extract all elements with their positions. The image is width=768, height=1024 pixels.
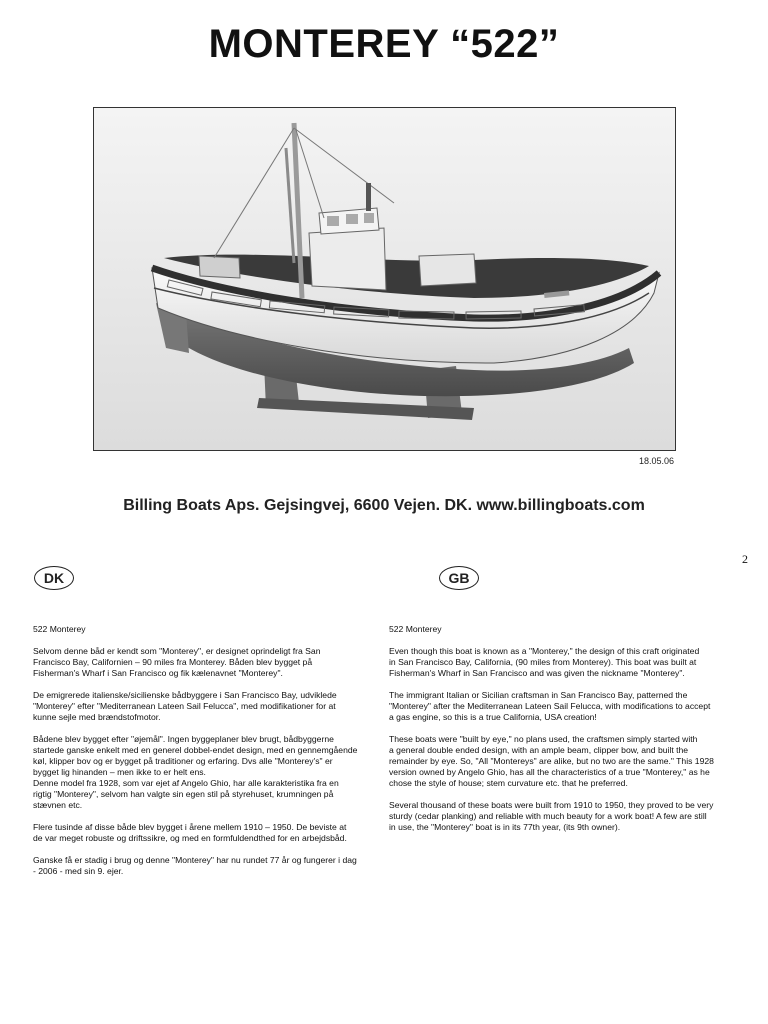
gb-language-badge: GB	[439, 566, 479, 590]
gb-paragraph: Several thousand of these boats were built from 1910 to 1950, they proved to be very sturdy (cedar planking) and reliable with much beauty for a work boat! A few are still in use, the "Monterey" boat is in its 77th year, (its 9th owner).	[389, 800, 714, 832]
dk-paragraph: Flere tusinde af disse både blev bygget i årene mellem 1910 – 1950. De beviste at de var meget robuste og driftssikre, og med en formfuldendthed for en arbejdsbåd.	[33, 822, 347, 843]
gb-paragraph: Even though this boat is known as a "Monterey," the design of this craft originated in San Francisco Bay, California, (90 miles from Monterey). This boat was built at Fisherman's Wharf in San Francisco and was given the nickname "Monterey".	[389, 646, 700, 678]
boat-model-photo	[93, 107, 676, 451]
dk-paragraph: De emigrerede italienske/sicilienske bådbyggere i San Francisco Bay, udviklede "Monterey" efter "Mediterranean Lateen Sail Felucca", med modifikationer for at kunne sejle med brændstofmotor.	[33, 690, 337, 722]
document-title: MONTEREY “522”	[208, 22, 560, 66]
dk-paragraph: Bådene blev bygget efter "øjemål". Ingen byggeplaner blev brugt, bådbyggerne startede ganske enkelt med en generel dobbel-endet design, med en gennemgående køl, klipper bov og er bygget på traditioner og erfaring. Dvs alle "Monterey's" er bygget lig hinanden – men ikke to er helt ens. Denne model fra 1928, som var ejet af Angelo Ghio, har alle karakteristika fra en rigtig "Monterey", selvom han valgte sin egen stil på styrehuset, krumningen på stævnen etc.	[33, 734, 358, 810]
danish-text-column	[33, 624, 363, 888]
gb-paragraph: These boats were "built by eye," no plans used, the craftsmen simply started with a general double ended design, with an ample beam, clipper bow, and built the remainder by eye. So, "All "Montereys" are alike, but no two are the same." This 1928 version owned by Angelo Ghio, has all the characteristics of a true "Monterey," as he chose the style of house; stem curvature etc. that he preferred.	[389, 734, 714, 788]
dk-paragraph: Selvom denne båd er kendt som "Monterey", er designet oprindeligt fra San Francisco Bay, Californien – 90 miles fra Monterey. Båden blev bygget på Fisherman's Wharf i San Francisco og fik kælenavnet "Monterey".	[33, 646, 321, 678]
dk-language-badge: DK	[34, 566, 74, 590]
page-number: 2	[742, 552, 748, 566]
gb-paragraph-heading: 522 Monterey	[389, 624, 442, 634]
dk-paragraph-heading: 522 Monterey	[33, 624, 86, 634]
dk-paragraph: Ganske få er stadig i brug og denne "Monterey" har nu rundet 77 år og fungerer i dag - 2006 - med sin 9. ejer.	[33, 855, 357, 876]
document-date: 18.05.06	[638, 456, 674, 466]
gb-paragraph: The immigrant Italian or Sicilian craftsman in San Francisco Bay, patterned the "Monterey" after the Mediterranean Lateen Sail Felucca, with modifications to accept a gas engine, so this is a true California, USA creation!	[389, 690, 711, 722]
publisher-address: Billing Boats Aps. Gejsingvej, 6600 Vejen. DK. www.billingboats.com	[123, 497, 645, 514]
english-text-column	[389, 624, 731, 844]
